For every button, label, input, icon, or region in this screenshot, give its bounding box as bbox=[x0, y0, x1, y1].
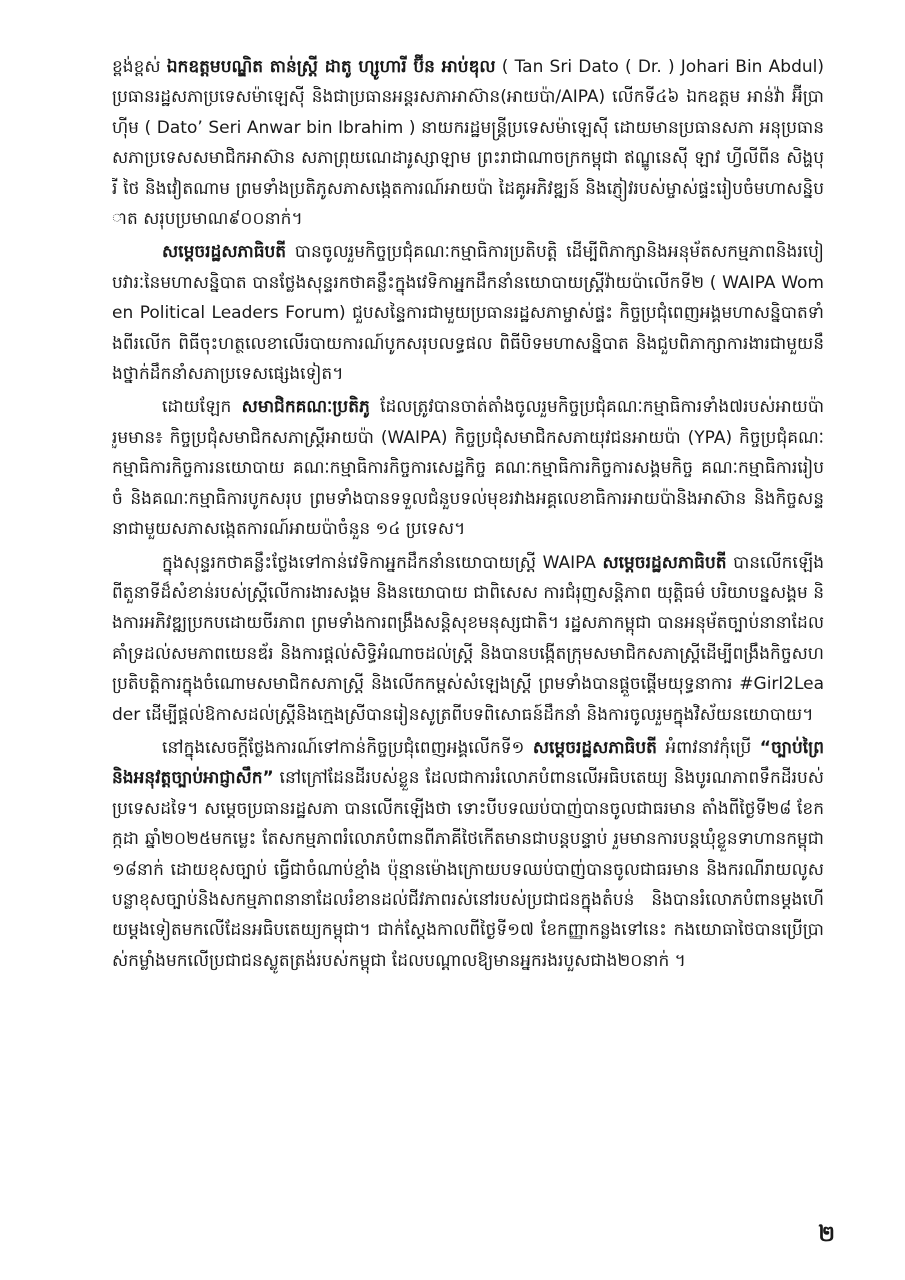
bold-title: សមាជិកគណៈប្រតិភូ bbox=[241, 397, 370, 418]
paragraph-4 bbox=[112, 548, 824, 730]
bold-title: សម្តេចរដ្ឋសភាធិបតី bbox=[162, 242, 287, 263]
paragraph-5 bbox=[112, 733, 824, 976]
paragraph-2 bbox=[112, 237, 824, 389]
text-run: ដោយឡែក bbox=[162, 397, 242, 418]
bold-name: ឯកឧត្តមបណ្ឌិត តាន់ស្រ្តី ដាតូ ហ្សូហារី ប៊ីន អាប់ឌុល bbox=[166, 57, 496, 77]
page-number: ២ bbox=[818, 1222, 835, 1247]
bold-quote: “ច្បាប់ព្រៃ និងអនុវត្តច្បាប់អាជ្ញាសឹក” bbox=[112, 737, 824, 789]
bold-title: សម្តេចរដ្ឋសភាធិបតី bbox=[602, 552, 727, 573]
text-run: នៅក្រៅដែនដីរបស់ខ្លួន ដែលជាការរំលោភបំពានលើអធិបតេយ្យ និងបូរណភាពទឹកដីរបស់ប្រទេសដទៃ។ សម្តេចប្រធានរដ្ឋសភា បានលើកឡើងថា ទោះបីបទឈប់បាញ់បានចូលជាធរមាន តាំងពីថ្ងៃទី២៨ ខែកក្កដា ឆ្នាំ២០២៥មកម្លេះ តែសកម្មភាពរំលោភបំពានពីភាគីថៃកើតមានជាបន្តបន្ទាប់ រួមមានការបន្តឃុំខ្លួនទាហានកម្ពុជា ១៨នាក់ ដោយខុសច្បាប់ ធ្វើជាចំណាប់ខ្មាំង ប៉ុន្មានម៉ោងក្រោយបទឈប់បាញ់បានចូលជាធរមាន និងករណីរាយលូសបន្លាខុសច្បាប់និងសកម្មភាពនានាដែលរំខានដល់ជីវភាពរស់នៅរបស់ប្រជាជនក្នុងតំបន់ និងបានរំលោភបំពានម្តងហើយម្តងទៀតមកលើដែនអធិបតេយ្យកម្ពុជា។ ជាក់ស្តែងកាលពីថ្ងៃទី១៧ ខែកញ្ញាកន្លងទៅនេះ កងយោធាថៃបានប្រើប្រាស់កម្លាំងមកលើប្រជាជនស្លូតត្រង់របស់កម្ពុជា ដែលបណ្តាលឱ្យមានអ្នករងរបួសជាង២០នាក់ ។ bbox=[112, 768, 824, 971]
paragraph-3 bbox=[112, 392, 824, 544]
text-run: ខ្ពង់ខ្ពស់ bbox=[112, 57, 167, 77]
text-run: ដែលត្រូវបានចាត់តាំងចូលរួមកិច្ចប្រជុំគណៈកម្មាធិការទាំង៧របស់អាយប៉ា រួមមាន៖ កិច្ចប្រជុំសមាជិកសភាស្ត្រីអាយប៉ា (WAIPA) កិច្ចប្រជុំសមាជិកសភាយុវជនអាយប៉ា (YPA) កិច្ចប្រជុំគណៈកម្មាធិការកិច្ចការនយោបាយ គណៈកម្មាធិការកិច្ចការសេដ្ឋកិច្ច គណៈកម្មាធិការកិច្ចការសង្គមកិច្ច គណៈកម្មាធិការរៀបចំ និងគណៈកម្មាធិការបូកសរុប ព្រមទាំងបានទទួលជំនួបទល់មុខរវាងអគ្គលេខាធិការអាយប៉ានិងអាស៊ាន និងកិច្ចសន្ទនាជាមួយសភាសង្កេតការណ៍អាយប៉ាចំនួន ១៤ ប្រទេស។ bbox=[112, 397, 824, 540]
document-page bbox=[112, 52, 824, 1192]
paragraph-1 bbox=[112, 52, 824, 234]
text-run: បានលើកឡើងពីតួនាទីដ៏សំខាន់របស់ស្ត្រីលើការងារសង្គម និងនយោបាយ ជាពិសេស ការជំរុញសន្តិភាព យុត្តិធម៌ បរិយាបន្នសង្គម និងការអភិវឌ្ឍប្រកបដោយចីរភាព ព្រមទាំងការពង្រឹងសន្តិសុខមនុស្សជាតិ។ រដ្ឋសភាកម្ពុជា បានអនុម័តច្បាប់នានាដែលគាំទ្រដល់សមភាពយេនឌ័រ និងការផ្តល់សិទ្ធិអំណាចដល់ស្ត្រី និងបានបង្កើតក្រុមសមាជិកសភាស្ត្រីដើម្បីពង្រឹងកិច្ចសហប្រតិបត្តិការក្នុងចំណោមសមាជិកសភាស្ត្រី និងលើកកម្ពស់សំឡេងស្ត្រី ព្រមទាំងបានផ្តួចផ្តើមយុទ្ធនាការ #Girl2Leader ដើម្បីផ្តល់ឱកាសដល់ស្ត្រីនិងក្មេងស្រីបានរៀនសូត្រពីបទពិសោធន៍ដឹកនាំ និងការចូលរួមក្នុងវិស័យនយោបាយ។ bbox=[112, 552, 824, 725]
text-run: អំពាវនាវកុំប្រើ bbox=[656, 737, 760, 758]
text-run: ( Tan Sri Dato ( Dr. ) Johari Bin Abdul) ប្រធានរដ្ឋសភាប្រទេសម៉ាឡេស៊ី និងជាប្រធានអន្តរសភាអាស៊ាន(អាយប៉ា/AIPA) លើកទី៤៦ ឯកឧត្តម អាន់វ៉ា អ៊ីប្រាហ៊ីម ( Dato’ Seri Anwar bin Ibrahim ) នាយករដ្ឋមន្ត្រីប្រទេសម៉ាឡេស៊ី ដោយមានប្រធានសភា អនុប្រធានសភាប្រទេសសមាជិកអាស៊ាន សភាព្រុយណេដារូស្សាឡាម ព្រះរាជាណាចក្រកម្ពុជា ឥណ្ឌូនេស៊ី ឡាវ ហ្វីលីពីន សិង្ហបុរី ថៃ និងវៀតណាម ព្រមទាំងប្រតិភូសភាសង្កេតការណ៍អាយប៉ា ដៃគូអភិវឌ្ឍន៍ និងភ្ញៀវរបស់ម្ចាស់ផ្ទះរៀបចំមហាសន្និបាត សរុបប្រមាណ៩០០នាក់។ bbox=[112, 57, 824, 230]
bold-title: សម្តេចរដ្ឋសភាធិបតី bbox=[532, 737, 657, 758]
text-run: នៅក្នុងសេចក្តីថ្លែងការណ៍ទៅកាន់កិច្ចប្រជុំពេញអង្គលើកទី១ bbox=[162, 737, 533, 758]
text-run: ក្នុងសុន្ទរកថាគន្លឹះថ្លែងទៅកាន់វេទិកាអ្នកដឹកនាំនយោបាយស្ត្រី WAIPA bbox=[162, 552, 603, 573]
text-run: បានចូលរួមកិច្ចប្រជុំគណៈកម្មាធិការប្រតិបត្តិ ដើម្បីពិភាក្សានិងអនុម័តសកម្មភាពនិងរបៀបវារៈនៃមហាសន្និបាត បានថ្លែងសុន្ទរកថាគន្លឹះក្នុងវេទិកាអ្នកដឹកនាំនយោបាយស្ត្រីវ៉ាយប៉ាលើកទី២ ( WAIPA Women Political Leaders Forum) ជួបសនៃ្ទការជាមួយប្រធានរដ្ឋសភាម្ចាស់ផ្ទះ កិច្ចប្រជុំពេញអង្គមហាសន្និបាតទាំងពីរលើក ពិធីចុះហត្ថលេខាលើរបាយការណ៍បូកសរុបលទ្ធផល ពិធីបិទមហាសន្និបាត និងជួបពិភាក្សាការងារជាមួយនឹងថ្នាក់ដឹកនាំសភាប្រទេសផ្សេងទៀត។ bbox=[112, 242, 824, 385]
